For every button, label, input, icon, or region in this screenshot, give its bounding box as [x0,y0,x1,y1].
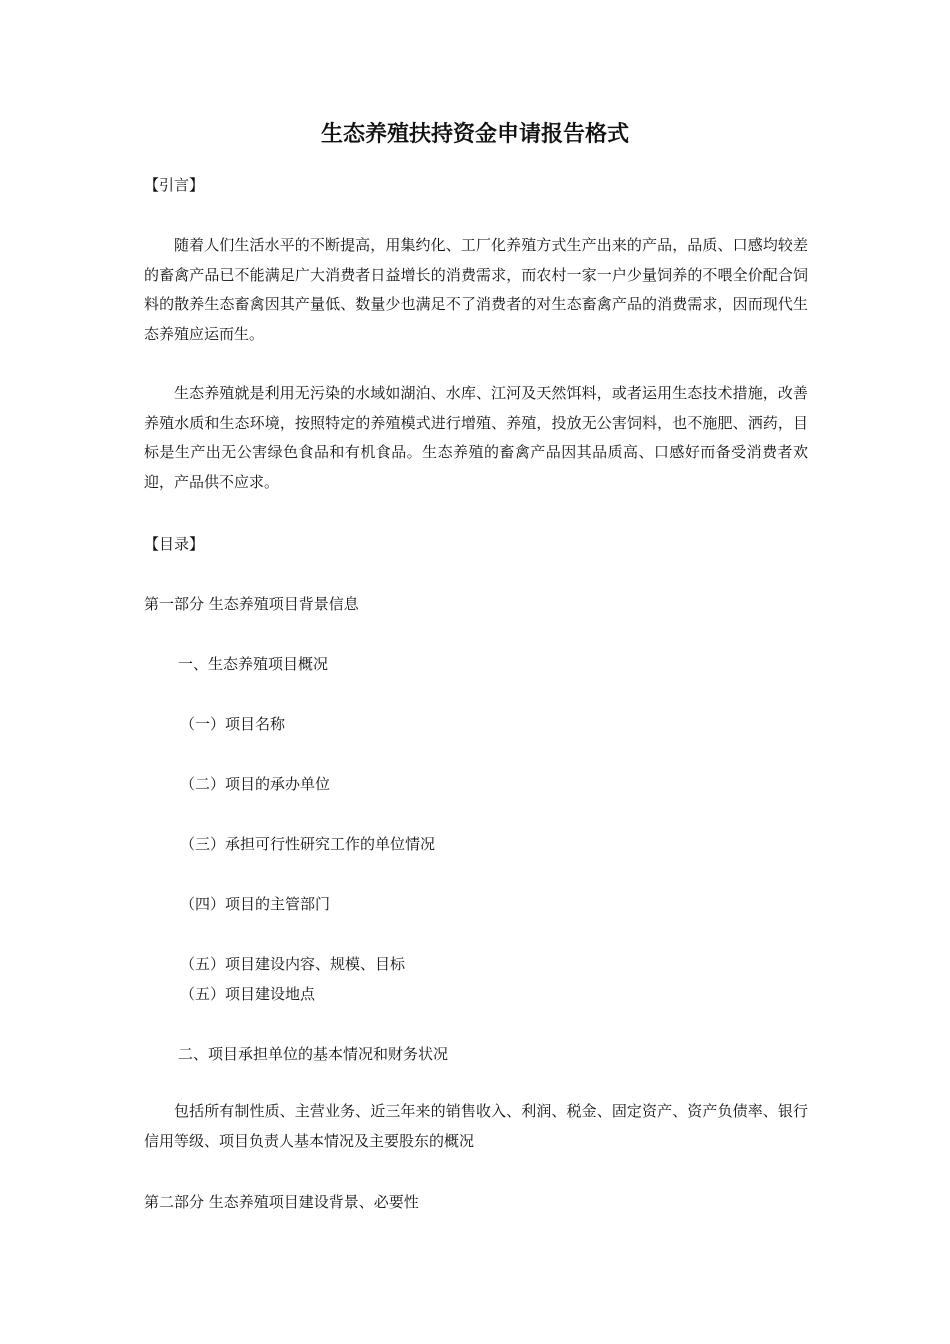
intro-paragraph-2: 生态养殖就是利用无污染的水域如湖泊、水库、江河及天然饵料，或者运用生态技术措施，改善养殖水质和生态环境，按照特定的养殖模式进行增殖、养殖，投放无公害饲料，也不施肥、洒药，目标是生产出无公害绿色食品和有机食品。生态养殖的畜禽产品因其品质高、口感好而备受消费者欢迎，产品供不应求。 [144,384,808,491]
part1-title: 第一部分 生态养殖项目背景信息 [144,595,359,613]
intro-heading: 【引言】 [144,176,205,194]
section2-paragraph: 包括所有制性质、主营业务、近三年来的销售收入、利润、税金、固定资产、资产负债率、银行信用等级、项目负责人基本情况及主要股东的概况 [144,1102,808,1150]
section1-item-name: （一）项目名称 [180,715,286,733]
section1-title: 一、生态养殖项目概况 [178,655,329,673]
part2-title: 第二部分 生态养殖项目建设背景、必要性 [144,1193,419,1211]
section1-item-content-scale: （五）项目建设内容、规模、目标 [180,955,406,973]
toc-heading: 【目录】 [144,535,205,553]
section1-item-host-unit: （二）项目的承办单位 [180,775,331,793]
section1-item-feasibility-unit: （三）承担可行性研究工作的单位情况 [180,835,436,853]
section1-item-authority: （四）项目的主管部门 [180,895,331,913]
section1-item-location: （五）项目建设地点 [180,985,316,1003]
intro-paragraph-1: 随着人们生活水平的不断提高，用集约化、工厂化养殖方式生产出来的产品，品质、口感均较差的畜禽产品已不能满足广大消费者日益增长的消费需求，而农村一家一户少量饲养的不喂全价配合饲料的散养生态畜禽因其产量低、数量少也满足不了消费者的对生态畜禽产品的消费需求，因而现代生态养殖应运而生。 [144,236,808,343]
section2-title: 二、项目承担单位的基本情况和财务状况 [178,1045,449,1063]
document-title: 生态养殖扶持资金申请报告格式 [320,122,629,147]
